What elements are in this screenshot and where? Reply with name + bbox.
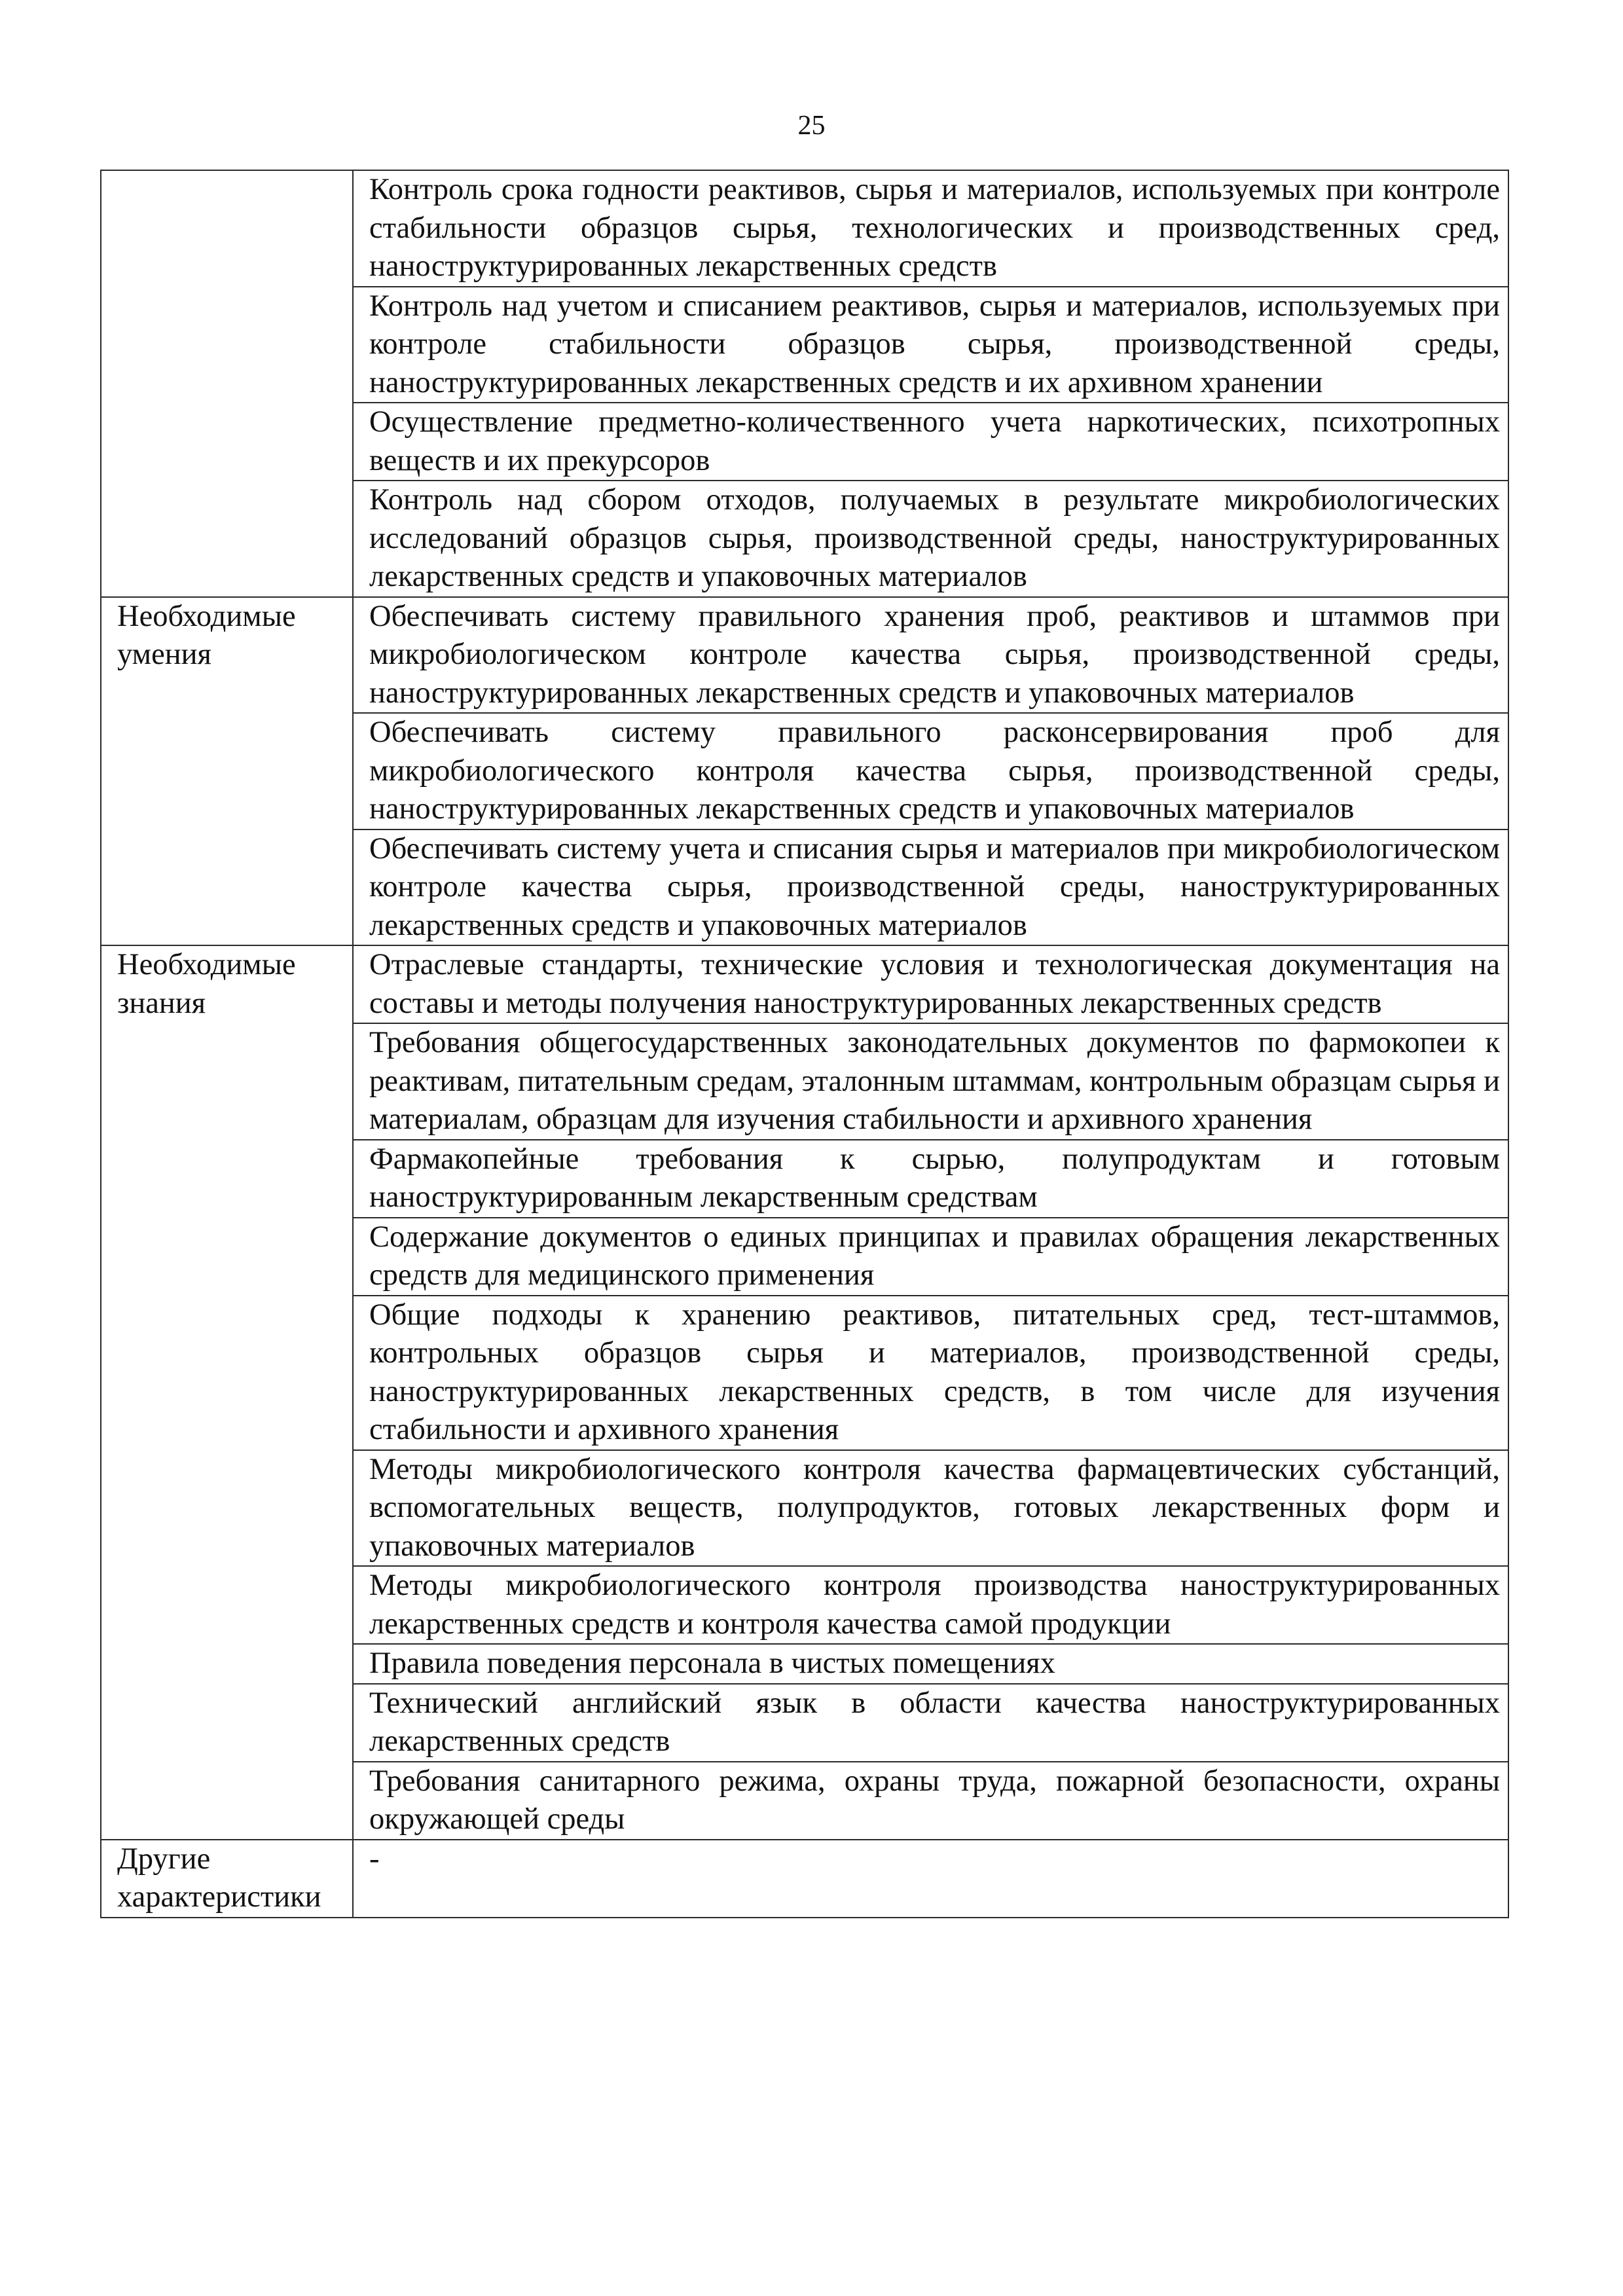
requirements-table xyxy=(100,170,1509,1918)
requirement-cell: Технический английский язык в области качества наноструктурированных лекарственных средств xyxy=(353,1684,1508,1762)
section-label-skills: Необходимые умения xyxy=(101,597,353,946)
requirement-cell: Правила поведения персонала в чистых помещениях xyxy=(353,1644,1508,1684)
requirement-cell: Обеспечивать систему правильного хранения проб, реактивов и штаммов при микробиологическом контроле качества сырья, производственной среды, наноструктурированных лекарственных средств и упаковочных материалов xyxy=(353,597,1508,714)
requirement-cell: Требования общегосударственных законодательных документов по фармокопеи к реактивам, питательным средам, эталонным штаммам, контрольным образцам сырья и материалам, образцам для изучения стабильности и архивного хранения xyxy=(353,1023,1508,1140)
section-label-knowledge: Необходимые знания xyxy=(101,945,353,1840)
requirement-cell: Контроль над учетом и списанием реактивов, сырья и материалов, используемых при контроле стабильности образцов сырья, производственной среды, наноструктурированных лекарственных средств и их архивном хранении xyxy=(353,287,1508,403)
requirement-cell: Требования санитарного режима, охраны труда, пожарной безопасности, охраны окружающей среды xyxy=(353,1762,1508,1840)
requirement-cell: Контроль срока годности реактивов, сырья и материалов, используемых при контроле стабильности образцов сырья, технологических и производственных сред, наноструктурированных лекарственных средств xyxy=(353,170,1508,287)
requirement-cell: Обеспечивать систему правильного расконсервирования проб для микробиологического контроля качества сырья, производственной среды, наноструктурированных лекарственных средств и упаковочных материалов xyxy=(353,713,1508,829)
requirement-cell: Обеспечивать систему учета и списания сырья и материалов при микробиологическом контроле качества сырья, производственной среды, наноструктурированных лекарственных средств и упаковочных материалов xyxy=(353,829,1508,946)
requirement-cell: - xyxy=(353,1840,1508,1918)
page-number: 25 xyxy=(797,111,826,141)
requirement-cell: Содержание документов о единых принципах и правилах обращения лекарственных средств для медицинского применения xyxy=(353,1218,1508,1296)
requirement-cell: Фармакопейные требования к сырью, полупродуктам и готовым наноструктурированным лекарственным средствам xyxy=(353,1140,1508,1218)
requirement-cell: Контроль над сбором отходов, получаемых в результате микробиологических исследований образцов сырья, производственной среды, наноструктурированных лекарственных средств и упаковочных материалов xyxy=(353,481,1508,597)
section-label-other: Другие характеристики xyxy=(101,1840,353,1918)
table-row xyxy=(101,170,1508,287)
table-row xyxy=(101,1840,1508,1918)
requirement-cell: Общие подходы к хранению реактивов, питательных сред, тест-штаммов, контрольных образцов сырья и материалов, производственной среды, наноструктурированных лекарственных средств, в том числе для изучения стабильности и архивного хранения xyxy=(353,1296,1508,1450)
requirement-cell: Осуществление предметно-количественного учета наркотических, психотропных веществ и их прекурсоров xyxy=(353,403,1508,481)
table-row xyxy=(101,945,1508,1023)
requirement-cell: Отраслевые стандарты, технические условия и технологическая документация на составы и методы получения наноструктурированных лекарственных средств xyxy=(353,945,1508,1023)
requirement-cell: Методы микробиологического контроля качества фармацевтических субстанций, вспомогательных веществ, полупродуктов, готовых лекарственных форм и упаковочных материалов xyxy=(353,1450,1508,1567)
section-label-continued xyxy=(101,170,353,597)
requirement-cell: Методы микробиологического контроля производства наноструктурированных лекарственных средств и контроля качества самой продукции xyxy=(353,1566,1508,1644)
table-row xyxy=(101,597,1508,714)
